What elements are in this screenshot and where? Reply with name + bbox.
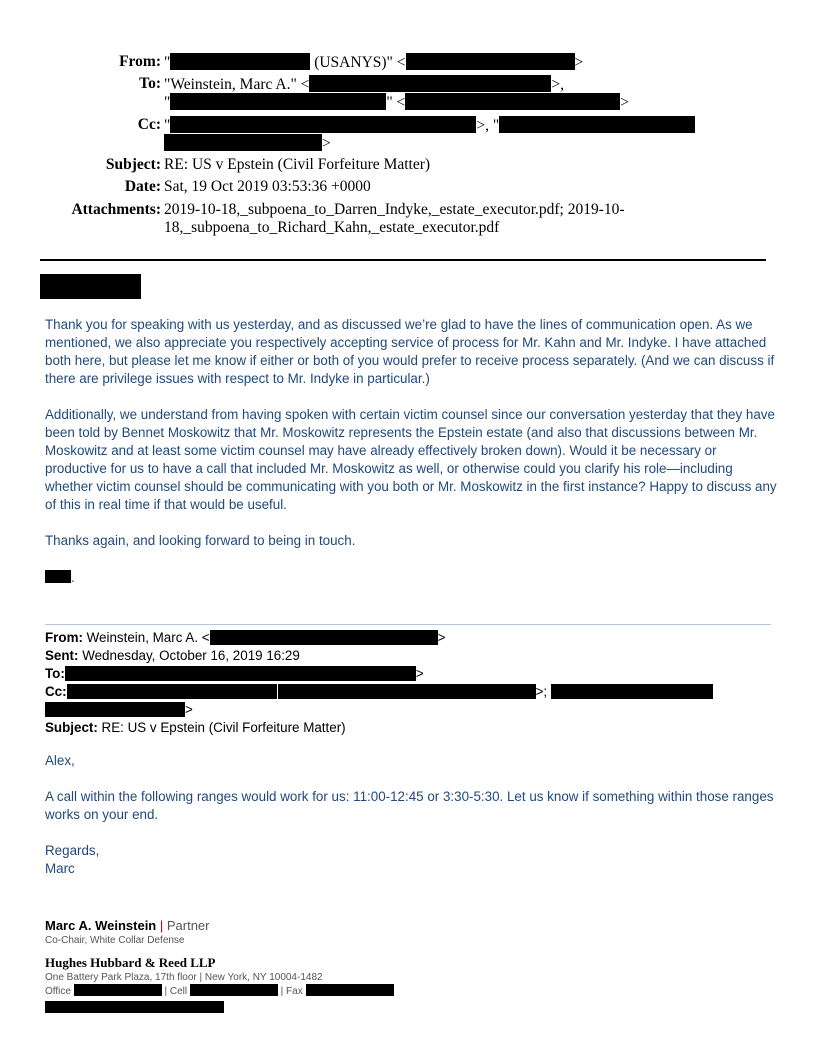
signoff <box>45 569 75 587</box>
redaction-box <box>170 93 386 110</box>
cell-label: | Cell <box>161 986 190 997</box>
quoted-sent-value: Wednesday, October 16, 2019 16:29 <box>78 648 300 663</box>
redaction-box <box>65 666 416 681</box>
redaction-box <box>306 984 394 996</box>
header-from-value <box>164 53 583 72</box>
redaction-box <box>170 53 310 70</box>
quoted-subject-label: Subject: <box>45 720 98 735</box>
signature-contact-line <box>45 984 785 999</box>
message-body <box>45 316 780 568</box>
header-from-label: From: <box>119 53 161 70</box>
text-fragment: > <box>620 94 630 111</box>
signature-name: Marc A. Weinstein <box>45 918 157 933</box>
message-paragraph: Thank you for speaking with us yesterday, and as discussed we’re glad to have the lines of communication open. As we mentioned, we also appreciate you respectively accepting service of process for Mr. Kahn and Mr. Indyke. I have attached both here, but please let me know if either or both of you would prefer to receive process separately. (And we can discuss if there are privilege issues with respect to Mr. Indyke in particular.) <box>45 317 775 386</box>
signoff-suffix: . <box>71 570 75 585</box>
header-date-value: Sat, 19 Oct 2019 03:53:36 +0000 <box>164 178 371 195</box>
redaction-box <box>499 116 695 133</box>
signature-address: One Battery Park Plaza, 17th floor | New York, NY 10004-1482 <box>45 972 323 983</box>
signature-title: Partner <box>166 918 210 933</box>
text-fragment: " < <box>386 94 406 111</box>
text-fragment: "Weinstein, Marc A." < <box>164 76 310 93</box>
text-fragment: " <box>164 94 171 111</box>
fax-label: | Fax <box>277 986 306 997</box>
message-paragraph: Thanks again, and looking forward to being in touch. <box>45 533 356 548</box>
header-date-label: Date: <box>124 178 161 195</box>
signature-firm: Hughes Hubbard & Reed LLP <box>45 955 216 970</box>
quoted-header <box>45 629 785 737</box>
quoted-cc-label: Cc: <box>45 684 67 699</box>
text-fragment: " <box>164 54 171 71</box>
redaction-box <box>406 53 575 70</box>
signature-role: Co-Chair, White Collar Defense <box>45 935 185 946</box>
header-subject-value: RE: US v Epstein (Civil Forfeiture Matter) <box>164 156 431 173</box>
signature-separator: | <box>156 918 167 933</box>
quoted-cc-row <box>45 683 785 701</box>
closing-name: Marc <box>45 861 75 876</box>
attachment-link[interactable]: 18,_subpoena_to_Richard_Kahn,_estate_executor.pdf <box>164 219 500 236</box>
redaction-box <box>45 702 185 717</box>
text-fragment: > <box>322 135 331 152</box>
redaction-box <box>309 75 551 92</box>
redaction-box <box>67 684 277 699</box>
redaction-box <box>278 684 536 699</box>
quoted-sent-label: Sent: <box>45 648 79 663</box>
header-cc-label: Cc: <box>137 116 161 133</box>
text-fragment: > <box>415 666 424 681</box>
quoted-subject-value: RE: US v Epstein (Civil Forfeiture Matter) <box>97 720 346 735</box>
quoted-to-row <box>45 665 785 683</box>
quoted-from-value: Weinstein, Marc A. < <box>82 630 210 645</box>
header-divider <box>40 259 766 261</box>
header-to-value-2 <box>164 93 629 112</box>
header-cc-value-2 <box>164 134 331 153</box>
header-cc-value <box>164 116 695 135</box>
redaction-box <box>551 684 713 699</box>
text-fragment: > <box>437 630 446 645</box>
quoted-from-label: From: <box>45 630 83 645</box>
header-to-label: To: <box>139 75 161 92</box>
closing: Regards, <box>45 843 100 858</box>
redaction-box <box>210 630 438 645</box>
redaction-box <box>40 274 141 299</box>
redaction-box <box>190 984 278 996</box>
redaction-box <box>45 1001 224 1013</box>
signature-name-line <box>45 917 785 934</box>
header-attachments-label: Attachments: <box>71 201 161 218</box>
text-fragment: >, " <box>476 117 500 134</box>
header-to-value <box>164 75 564 94</box>
quoted-to-label: To: <box>45 666 65 681</box>
text-fragment: > <box>185 702 193 717</box>
quoted-subject-row <box>45 719 785 737</box>
message-paragraph: A call within the following ranges would work for us: 11:00-12:45 or 3:30-5:30. Let us know if something within those ranges works on your end. <box>45 789 774 822</box>
quoted-cc-row-2 <box>45 701 785 719</box>
header-subject-label: Subject: <box>105 156 161 173</box>
redaction-box <box>74 984 162 996</box>
text-fragment: > <box>574 54 584 71</box>
reply-separator <box>45 624 771 625</box>
quoted-sent-row <box>45 647 785 665</box>
message-paragraph: Additionally, we understand from having spoken with certain victim counsel since our conversation yesterday that they have been told by Bennet Moskowitz that Mr. Moskowitz represents the Epstein estate (and also that discussions between Mr. Moskowitz and at least some victim counsel may have already effectively broken down). Would it be necessary or productive for us to have a call that included Mr. Moskowitz as well, or otherwise could you clarify his role—including whether victim counsel should be communicating with you both or Mr. Moskowitz in the first instance? Happy to discuss any of this in real time if that would be useful. <box>45 407 777 512</box>
redaction-box <box>170 116 476 133</box>
attachment-link[interactable]: 2019-10-18,_subpoena_to_Darren_Indyke,_estate_executor.pdf; 2019-10- <box>164 201 625 218</box>
text-fragment: >; <box>535 684 551 699</box>
redaction-box <box>45 570 71 583</box>
quoted-message-body <box>45 752 780 878</box>
redaction-box <box>164 134 322 151</box>
greeting: Alex, <box>45 753 75 768</box>
office-label: Office <box>45 986 74 997</box>
redaction-box <box>405 93 620 110</box>
text-fragment: >, <box>551 76 565 93</box>
text-fragment: " <box>164 117 171 134</box>
quoted-from-row <box>45 629 785 647</box>
text-fragment: (USANYS)" < <box>310 54 406 71</box>
signature-block <box>45 917 785 1013</box>
